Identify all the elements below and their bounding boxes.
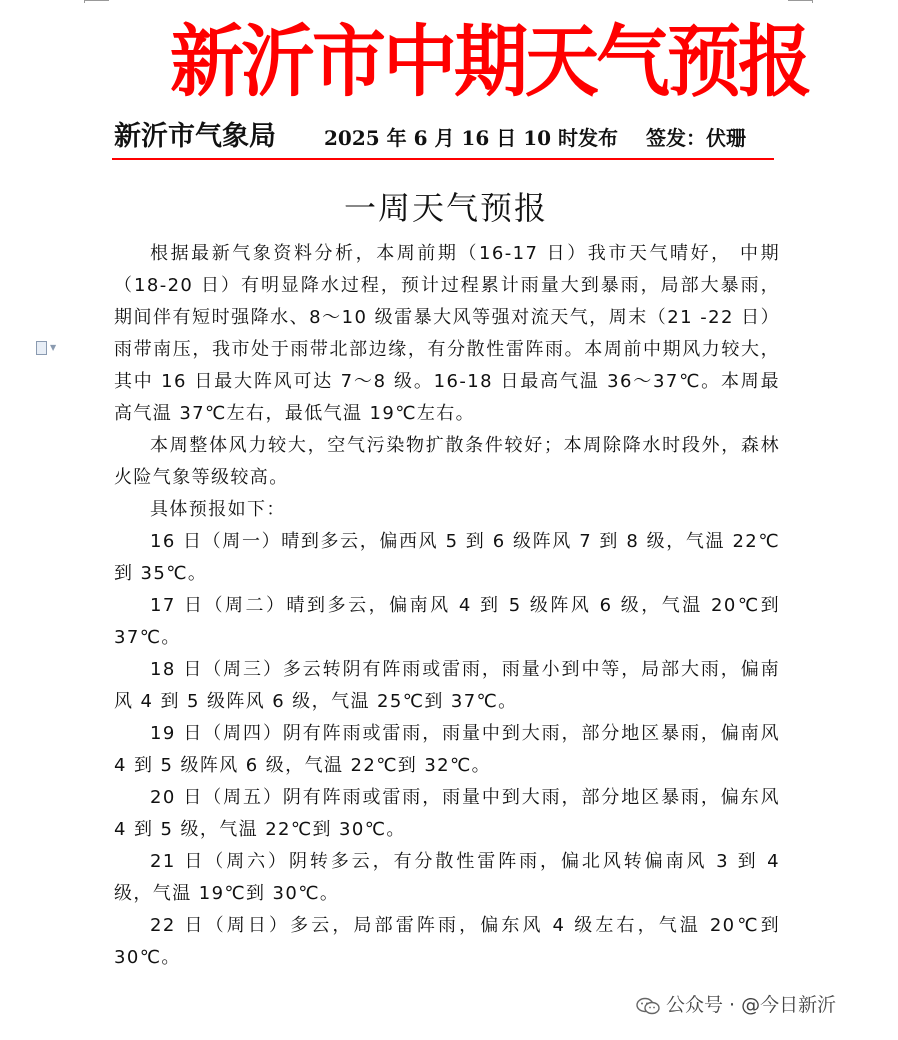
- document-title: 新沂市中期天气预报: [170, 16, 809, 108]
- signer: 签发：伏珊: [646, 126, 746, 150]
- forecast-day-20: 20 日（周五）阴有阵雨或雷雨，雨量中到大雨，部分地区暴雨，偏东风 4 到 5 级，气温 22℃到 30℃。: [114, 787, 780, 840]
- watermark: [636, 990, 836, 1020]
- forecast-day-22: 22 日（周日）多云，局部雷阵雨，偏东风 4 级左右，气温 20℃到 30℃。: [114, 915, 780, 968]
- issuer-name: 新沂市气象局: [114, 121, 276, 152]
- paragraph-summary: 根据最新气象资料分析，本周前期（16-17 日）我市天气晴好， 中期（18-20 日）有明显降水过程，预计过程累计雨量大到暴雨，局部大暴雨，期间伴有短时强降水、8～10 级雷暴大风等强对流天气，周末（21 -22 日）雨带南压，我市处于雨带北部边缘，有分散性雷阵雨。本周前中期风力较大，其中 16 日最大阵风可达 7～8 级。16-18 日最高气温 36～37℃。本周最高气温 37℃左右，最低气温 19℃左右。: [114, 243, 780, 424]
- page-corner-mark-right: [788, 0, 813, 3]
- paste-options-icon: [36, 341, 47, 355]
- forecast-day-18: 18 日（周三）多云转阴有阵雨或雷雨，雨量小到中等，局部大雨，偏南风 4 到 5 级阵风 6 级，气温 25℃到 37℃。: [114, 659, 780, 712]
- forecast-day-19: 19 日（周四）阴有阵雨或雷雨，雨量中到大雨，部分地区暴雨，偏南风 4 到 5 级阵风 6 级，气温 22℃到 32℃。: [114, 723, 780, 776]
- wechat-icon: [636, 997, 660, 1015]
- red-divider-line: [112, 158, 774, 160]
- forecast-day-16: 16 日（周一）晴到多云，偏西风 5 到 6 级阵风 7 到 8 级，气温 22℃到 35℃。: [114, 531, 780, 584]
- document-icon[interactable]: [36, 340, 62, 354]
- forecast-day-17: 17 日（周二）晴到多云，偏南风 4 到 5 级阵风 6 级，气温 20℃到 37℃。: [114, 595, 780, 648]
- watermark-text: 公众号 · @今日新沂: [666, 994, 837, 1016]
- document-body: [114, 238, 780, 974]
- issue-date: 2025 年 6 月 16 日 10 时发布: [324, 126, 618, 150]
- chevron-down-icon: ▼: [50, 343, 57, 352]
- paragraph-forecast-intro: 具体预报如下：: [150, 499, 286, 520]
- paragraph-air-quality: 本周整体风力较大，空气污染物扩散条件较好；本周除降水时段外，森林火险气象等级较高。: [114, 435, 780, 488]
- section-title: 一周天气预报: [343, 189, 548, 227]
- forecast-day-21: 21 日（周六）阴转多云，有分散性雷阵雨，偏北风转偏南风 3 到 4 级，气温 19℃到 30℃。: [114, 851, 780, 904]
- issuer-line: [112, 118, 774, 156]
- page-corner-mark-left: [84, 0, 109, 3]
